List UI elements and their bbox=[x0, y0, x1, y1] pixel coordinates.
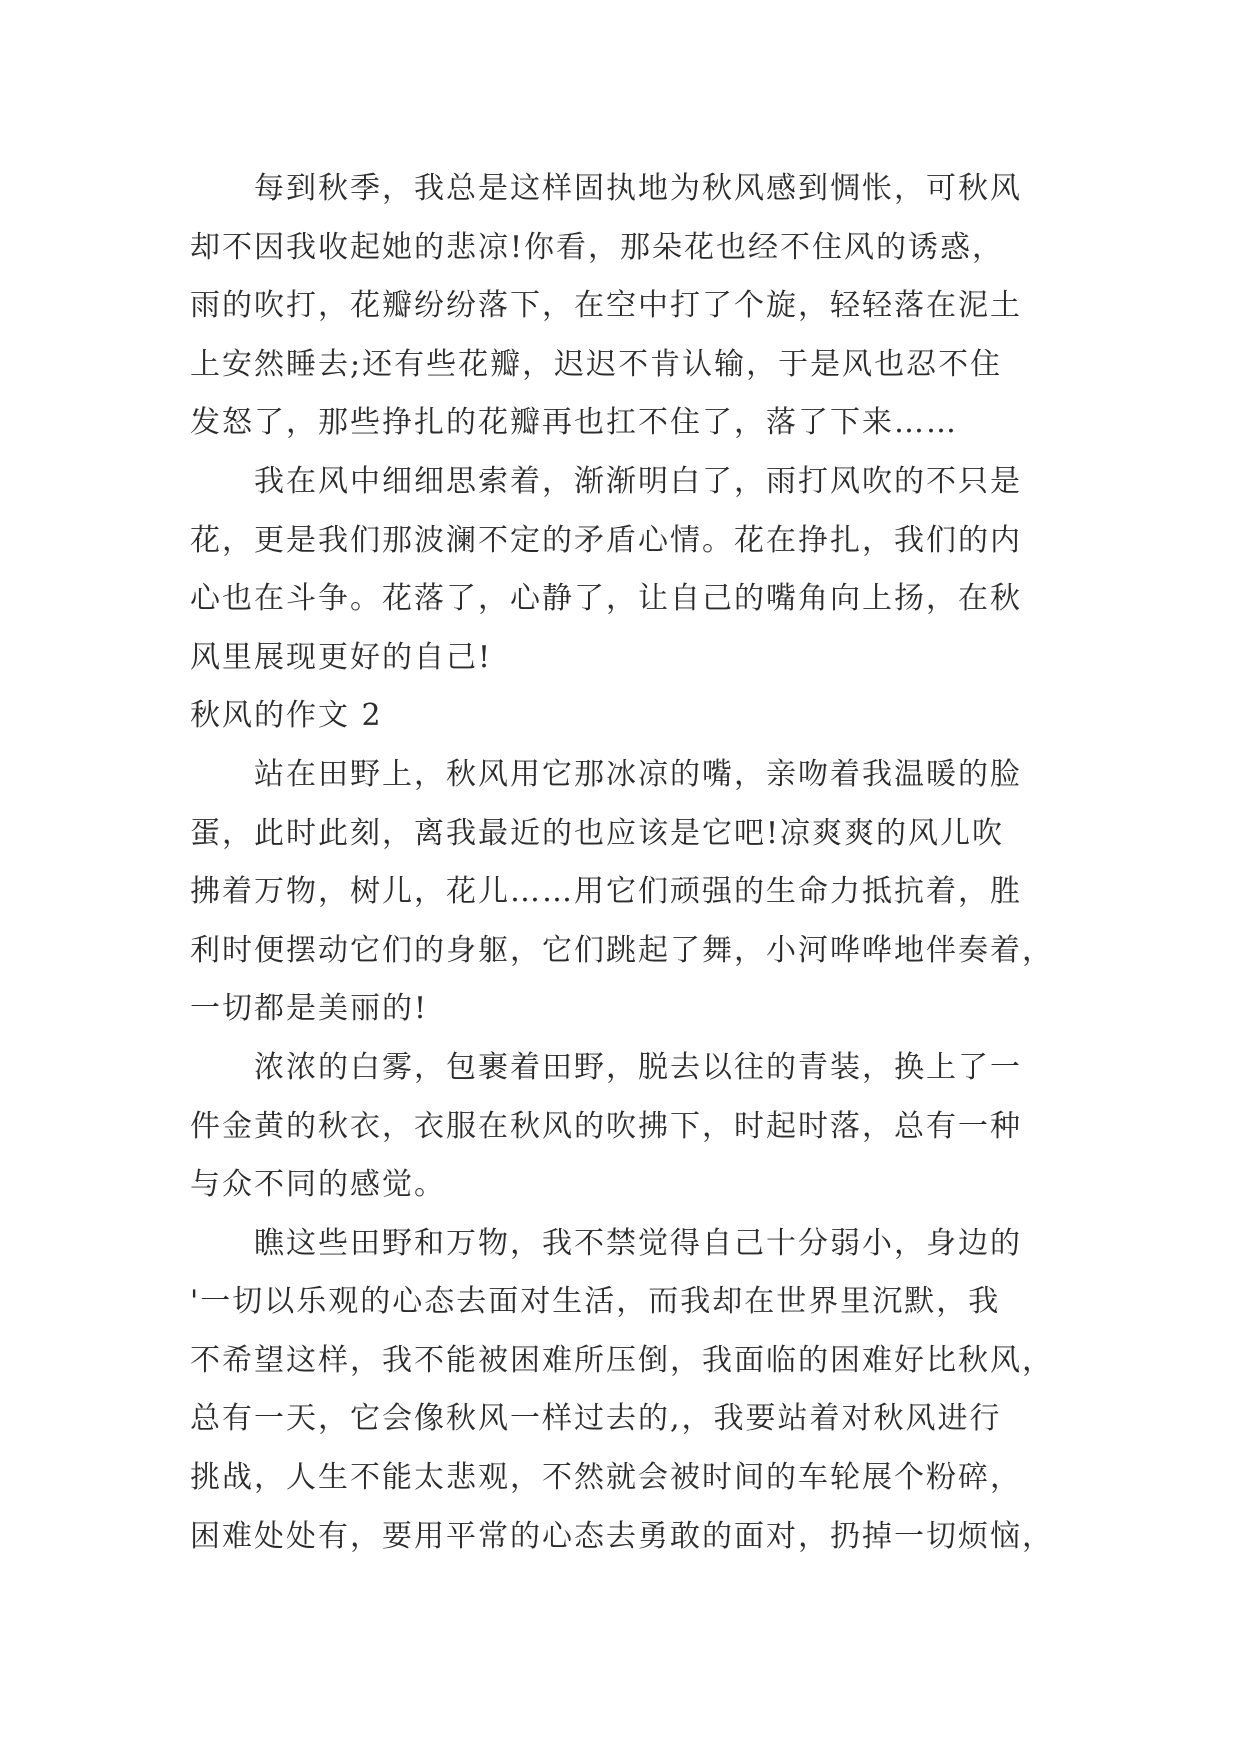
text-line: 困难处处有，要用平常的心态去勇敢的面对，扔掉一切烦恼， bbox=[190, 1518, 1054, 1554]
text-line: 每到秋季，我总是这样固执地为秋风感到惆怅，可秋风 bbox=[254, 171, 1022, 206]
text-line: 浓浓的白雾，包裹着田野，脱去以往的青装，换上了一 bbox=[254, 1049, 1022, 1085]
text-line: 却不因我收起她的悲凉!你看，那朵花也经不住风的诱惑， bbox=[190, 229, 1005, 265]
text-line: 蛋，此时此刻，离我最近的也应该是它吧!凉爽爽的风儿吹 bbox=[190, 815, 1005, 851]
section-heading: 秋风的作文 2 bbox=[190, 698, 383, 734]
text-line: 花，更是我们那波澜不定的矛盾心情。花在挣扎，我们的内 bbox=[190, 522, 1022, 558]
document-body bbox=[190, 160, 1052, 1566]
text-line: 上安然睡去;还有些花瓣，迟迟不肯认输，于是风也忍不住 bbox=[190, 346, 1003, 382]
text-line: 总有一天，它会像秋风一样过去的,，我要站着对秋风进行 bbox=[190, 1401, 1002, 1437]
text-line: 雨的吹打，花瓣纷纷落下，在空中打了个旋，轻轻落在泥土 bbox=[190, 288, 1022, 324]
text-line: 我在风中细细思索着，渐渐明白了，雨打风吹的不只是 bbox=[254, 463, 1022, 499]
text-line: 与众不同的感觉。 bbox=[190, 1167, 446, 1203]
text-line: 不希望这样，我不能被困难所压倒，我面临的困难好比秋风， bbox=[190, 1342, 1054, 1378]
text-line: '一切以乐观的心态去面对生活，而我却在世界里沉默，我 bbox=[190, 1284, 1001, 1320]
text-line: 站在田野上，秋风用它那冰凉的嘴，亲吻着我温暖的脸 bbox=[254, 756, 1022, 792]
text-line: 件金黄的秋衣，衣服在秋风的吹拂下，时起时落，总有一种 bbox=[190, 1108, 1022, 1144]
text-line: 瞧这些田野和万物，我不禁觉得自己十分弱小，身边的 bbox=[254, 1225, 1022, 1261]
text-line: 风里展现更好的自己! bbox=[190, 639, 493, 675]
text-line: 挑战，人生不能太悲观，不然就会被时间的车轮展个粉碎， bbox=[190, 1460, 1022, 1496]
text-line: 一切都是美丽的! bbox=[190, 991, 429, 1027]
text-line: 心也在斗争。花落了，心静了，让自己的嘴角向上扬，在秋 bbox=[190, 581, 1022, 617]
text-line: 发怒了，那些挣扎的花瓣再也扛不住了，落了下来…… bbox=[190, 405, 958, 441]
text-line: 拂着万物，树儿，花儿……用它们顽强的生命力抵抗着，胜 bbox=[190, 874, 1022, 910]
text-line: 利时便摆动它们的身躯，它们跳起了舞，小河哗哗地伴奏着， bbox=[190, 932, 1054, 968]
